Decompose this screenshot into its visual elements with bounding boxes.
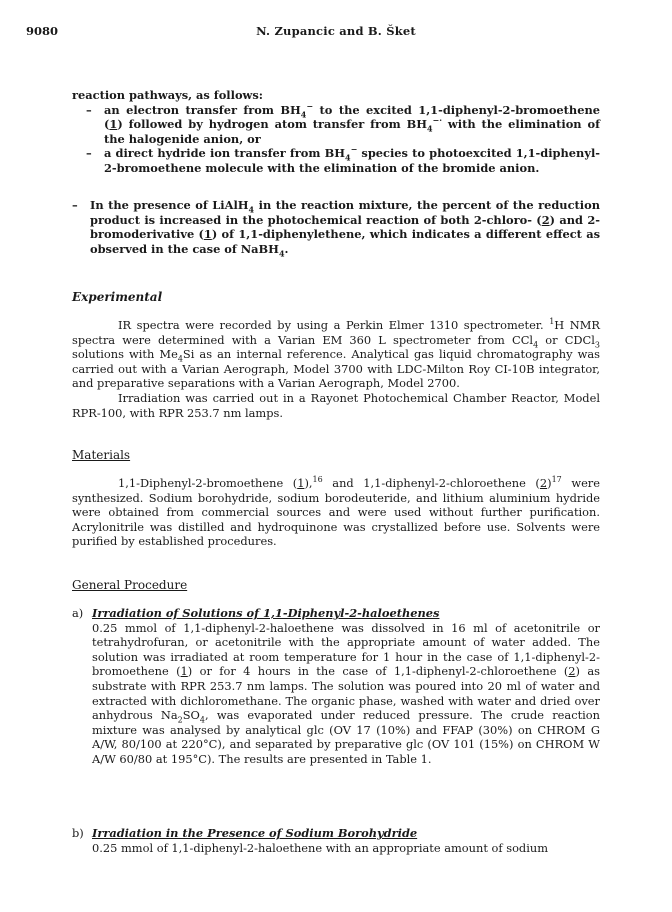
summary-bullet-2: – a direct hydride ion transfer from $BH_4^-$ species to photoexcited 1,1-diphenyl-2-bromoethene molecule with the elimination of the bromide anion. xyxy=(86,144,601,175)
running-header-authors: N. Zupancic and B. Šket xyxy=(256,24,416,38)
materials-paragraph: 1,1-Diphenyl-2-bromoethene (1),$^{16}$ and 1,1-diphenyl-2-chloroethene $(2)^{17}$ were synthesized. Sodium borohydride, sodium borodeuteride, and lithium aluminium hydride were obtained from commercial sources and were used without further purification. Acrylonitrile was distilled and hydroquinone was crystallized before use. Solvents were purified by established procedures. xyxy=(72,475,600,549)
procedure-b xyxy=(72,826,600,855)
summary-bullet-3: – In the presence of LiAlH$_4$ in the reaction mixture, the percent of the reduction product is increased in the photochemical reaction of both 2-chloro- (2) and 2-bromoderivative (1) of 1,1-diphenylethene, which indicates a different effect as observed in the case of NaBH$_4$. xyxy=(72,198,600,259)
summary-section xyxy=(72,88,600,176)
procedure-a-title: a) Irradiation of Solutions of 1,1-Diphenyl-2-haloethenes xyxy=(72,606,440,620)
procedure-b-body: 0.25 mmol of 1,1-diphenyl-2-haloethene with an appropriate amount of sodium xyxy=(92,840,548,855)
general-procedure-heading: General Procedure xyxy=(72,578,188,592)
experimental-paragraph-1: IR spectra were recorded by using a Perkin Elmer 1310 spectrometer. $^1$H NMR spectra were determined with a Varian EM 360 L spectrometer from CCl$_4$ or CDCl$_3$ solutions with $Me_4Si$ as an internal reference. Analytical gas liquid chromatography was carried out with a Varian Aerograph, Model 3700 with LDC-Milton Roy CI-10B integrator, and preparative separations with a Varian Aerograph, Model 2700. Irradiation was carried out in a Rayonet Photochemical Chamber Reactor, Model RPR-100, with RPR 253.7 nm lamps. xyxy=(72,317,601,420)
procedure-a-body: 0.25 mmol of 1,1-diphenyl-2-haloethene was dissolved in 16 ml of acetonitrile or tetrahydrofuran, or acetonitrile with the appropriate amount of water added. The solution was irradiated at room temperature for 1 hour in the case of 1,1-diphenyl-2-bromoethene (1) or for 4 hours in the case of 1,1-diphenyl-2-chloroethene (2) as substrate with RPR 253.7 nm lamps. The solution was poured into 20 ml of water and extracted with dichloromethane. The organic phase, washed with water and dried over anhydrous $Na_2SO_4$, was evaporated under reduced pressure. The crude reaction mixture was analysed by analytical glc (OV 17 (10%) and FFAP (30%) on CHROM G A/W, 80/100 at 220°C), and separated by preparative glc (OV 101 (15%) on CHROM W A/W 60/80 at 195°C). The results are presented in Table 1. xyxy=(92,620,600,766)
materials-heading: Materials xyxy=(72,448,131,462)
experimental-heading: Experimental xyxy=(72,290,163,304)
procedure-b-title: b) Irradiation in the Presence of Sodium Borohydride xyxy=(72,826,418,840)
bullet-dash: – xyxy=(86,102,92,117)
bullet-dash: – xyxy=(86,146,92,161)
summary-bullet-1: – an electron transfer from $BH_4^-$ to the excited 1,1-diphenyl-2-bromoethene (1) followed by hydrogen atom transfer from $BH_4^{-\cdot}$ with the elimination of the halogenide anion, or xyxy=(86,100,600,146)
experimental-paragraph-2: Irradiation was carried out in a Rayonet Photochemical Chamber Reactor, Model RPR-100, with RPR 253.7 nm lamps. xyxy=(72,390,600,420)
procedure-a xyxy=(72,606,600,767)
page-number: 9080 xyxy=(26,24,59,38)
bullet-dash: – xyxy=(72,198,78,212)
summary-intro: reaction pathways, as follows: xyxy=(72,88,263,102)
summary-bullet-3-block xyxy=(72,198,600,259)
